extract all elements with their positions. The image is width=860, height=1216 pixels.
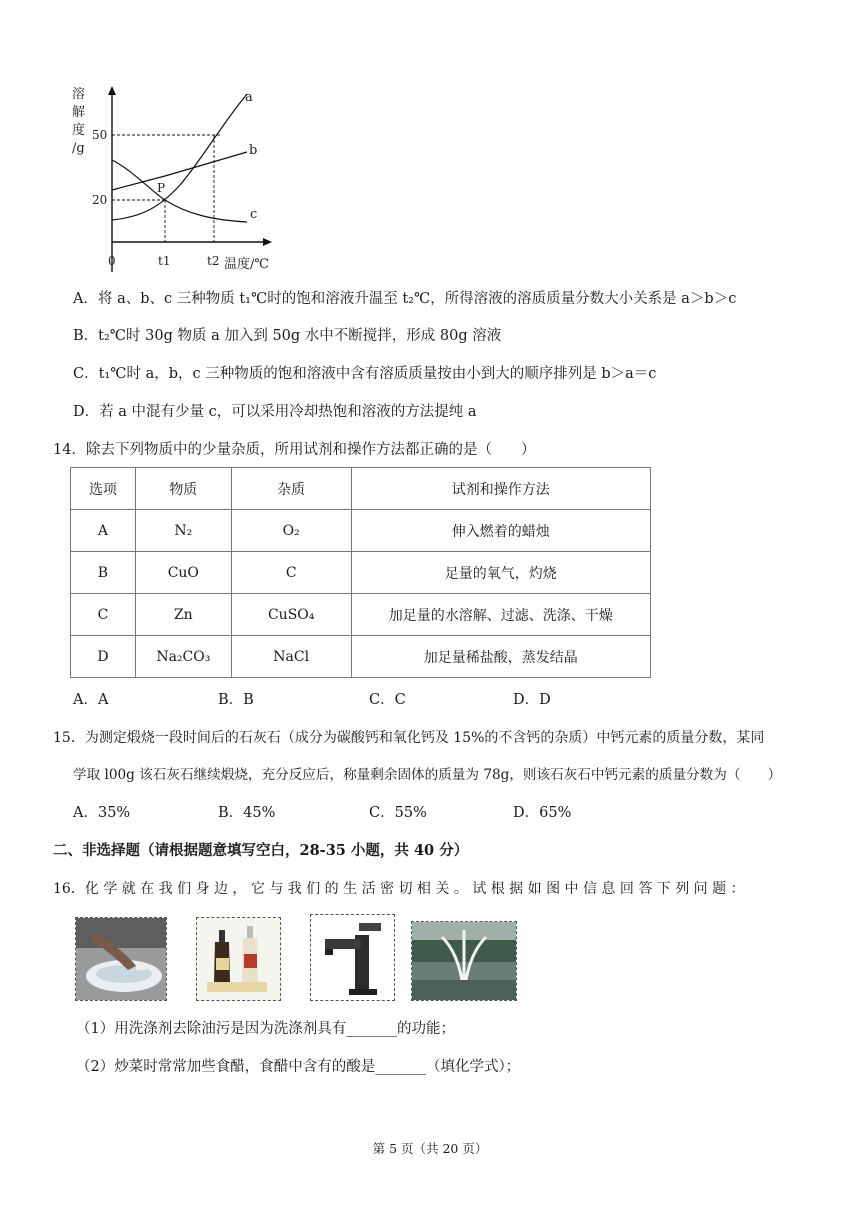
x-tick-0: 0 bbox=[108, 254, 116, 268]
q15-choice-b: B．45% bbox=[218, 805, 276, 821]
point-p: P bbox=[157, 181, 166, 195]
q16-sub-1: （1）用洗涤剂去除油污是因为洗涤剂具有_______的功能； bbox=[76, 1021, 455, 1037]
table-header-row bbox=[71, 468, 651, 510]
table-cell: 足量的氧气，灼烧 bbox=[351, 552, 650, 594]
table-row bbox=[71, 552, 651, 594]
curve-b bbox=[112, 152, 247, 190]
y-label-1: 溶 bbox=[72, 87, 86, 102]
table-cell: C bbox=[71, 594, 136, 636]
q14-table bbox=[70, 467, 651, 678]
table-cell: A bbox=[71, 510, 136, 552]
q15-line-2: 学取 l00g 该石灰石继续煅烧，充分反应后，称量剩余固体的质量为 78g，则该石灰石中钙元素的质量分数为（ ） bbox=[73, 767, 782, 783]
vinegar-image bbox=[197, 918, 280, 1000]
q15-choice-a: A．35% bbox=[73, 805, 131, 821]
table-row bbox=[71, 594, 651, 636]
q13-option-b: B．t₂℃时 30g 物质 a 加入到 50g 水中不断搅拌，形成 80g 溶液 bbox=[73, 328, 502, 344]
q13-option-a: A．将 a、b、c 三种物质 t₁℃时的饱和溶液升温至 t₂℃，所得溶液的溶质质量分数大小关系是 a＞b＞c bbox=[73, 291, 737, 307]
photo-fountain bbox=[411, 921, 517, 1001]
y-tick-50: 50 bbox=[92, 128, 108, 142]
header-cell: 物质 bbox=[135, 468, 231, 510]
x-tick-t2: t2 bbox=[207, 254, 220, 268]
q15-choice-d: D．65% bbox=[513, 805, 572, 821]
q13-option-d: D．若 a 中混有少量 c，可以采用冷却热饱和溶液的方法提纯 a bbox=[73, 404, 477, 420]
table-cell: NaCl bbox=[231, 636, 351, 678]
y-label-2: 解 bbox=[72, 105, 86, 120]
y-label-4: /g bbox=[72, 141, 85, 156]
page-footer: 第 5 页（共 20 页） bbox=[372, 1141, 488, 1156]
y-axis-arrow bbox=[108, 86, 116, 95]
photo-washing-hands bbox=[75, 917, 167, 1001]
table-cell: C bbox=[231, 552, 351, 594]
fountain-image bbox=[412, 922, 516, 1000]
curve-c bbox=[112, 160, 247, 222]
q16-stem: 16．化 学 就 在 我 们 身 边 ， 它 与 我 们 的 生 活 密 切 相 关 。 试 根 据 如 图 中 信 息 回 答 下 列 问 题 ： bbox=[53, 881, 745, 897]
header-cell: 选项 bbox=[71, 468, 136, 510]
y-tick-20: 20 bbox=[92, 193, 108, 207]
q16-sub-2: （2）炒菜时常常加些食醋，食醋中含有的酸是_______（填化学式）； bbox=[76, 1059, 521, 1075]
table-cell: Zn bbox=[135, 594, 231, 636]
table-row bbox=[71, 636, 651, 678]
photo-faucet bbox=[310, 914, 395, 1001]
q14-stem: 14．除去下列物质中的少量杂质，所用试剂和操作方法都正确的是（ ） bbox=[53, 442, 536, 458]
table-cell: D bbox=[71, 636, 136, 678]
table-cell: CuO bbox=[135, 552, 231, 594]
x-axis-arrow bbox=[263, 238, 272, 246]
header-cell: 杂质 bbox=[231, 468, 351, 510]
y-label-3: 度 bbox=[72, 123, 86, 138]
q13-option-c: C．t₁℃时 a，b，c 三种物质的饱和溶液中含有溶质质量按由小到大的顺序排列是 b＞a＝c bbox=[73, 366, 657, 382]
x-tick-t1: t1 bbox=[158, 254, 171, 268]
table-cell: N₂ bbox=[135, 510, 231, 552]
table-cell: Na₂CO₃ bbox=[135, 636, 231, 678]
q14-choice-b: B．B bbox=[218, 692, 254, 708]
q15-line-1: 15．为测定煅烧一段时间后的石灰石（成分为碳酸钙和氧化钙及 15%的不含钙的杂质）中钙元素的质量分数，某同 bbox=[53, 730, 765, 746]
q15-choice-c: C．55% bbox=[369, 805, 427, 821]
section-heading: 二、非选择题（请根据题意填写空白，28-35 小题，共 40 分） bbox=[53, 842, 469, 859]
table-cell: CuSO₄ bbox=[231, 594, 351, 636]
curve-a-label: a bbox=[245, 90, 253, 105]
table-cell: O₂ bbox=[231, 510, 351, 552]
photo-vinegar-bottles bbox=[196, 917, 281, 1001]
header-cell: 试剂和操作方法 bbox=[351, 468, 650, 510]
curve-c-label: c bbox=[250, 207, 258, 222]
curve-a bbox=[112, 94, 247, 220]
q14-choice-c: C．C bbox=[369, 692, 406, 708]
washing-image bbox=[76, 918, 166, 1000]
solubility-graph bbox=[62, 82, 292, 282]
table-cell: 伸入燃着的蜡烛 bbox=[351, 510, 650, 552]
q14-choice-a: A．A bbox=[73, 692, 109, 708]
table-cell: B bbox=[71, 552, 136, 594]
table-row bbox=[71, 510, 651, 552]
table-cell: 加足量稀盐酸，蒸发结晶 bbox=[351, 636, 650, 678]
table-cell: 加足量的水溶解、过滤、洗涤、干燥 bbox=[351, 594, 650, 636]
faucet-image bbox=[311, 915, 394, 1000]
q14-choice-d: D．D bbox=[513, 692, 551, 708]
x-axis-label: 温度/℃ bbox=[224, 257, 269, 272]
curve-b-label: b bbox=[249, 143, 258, 158]
